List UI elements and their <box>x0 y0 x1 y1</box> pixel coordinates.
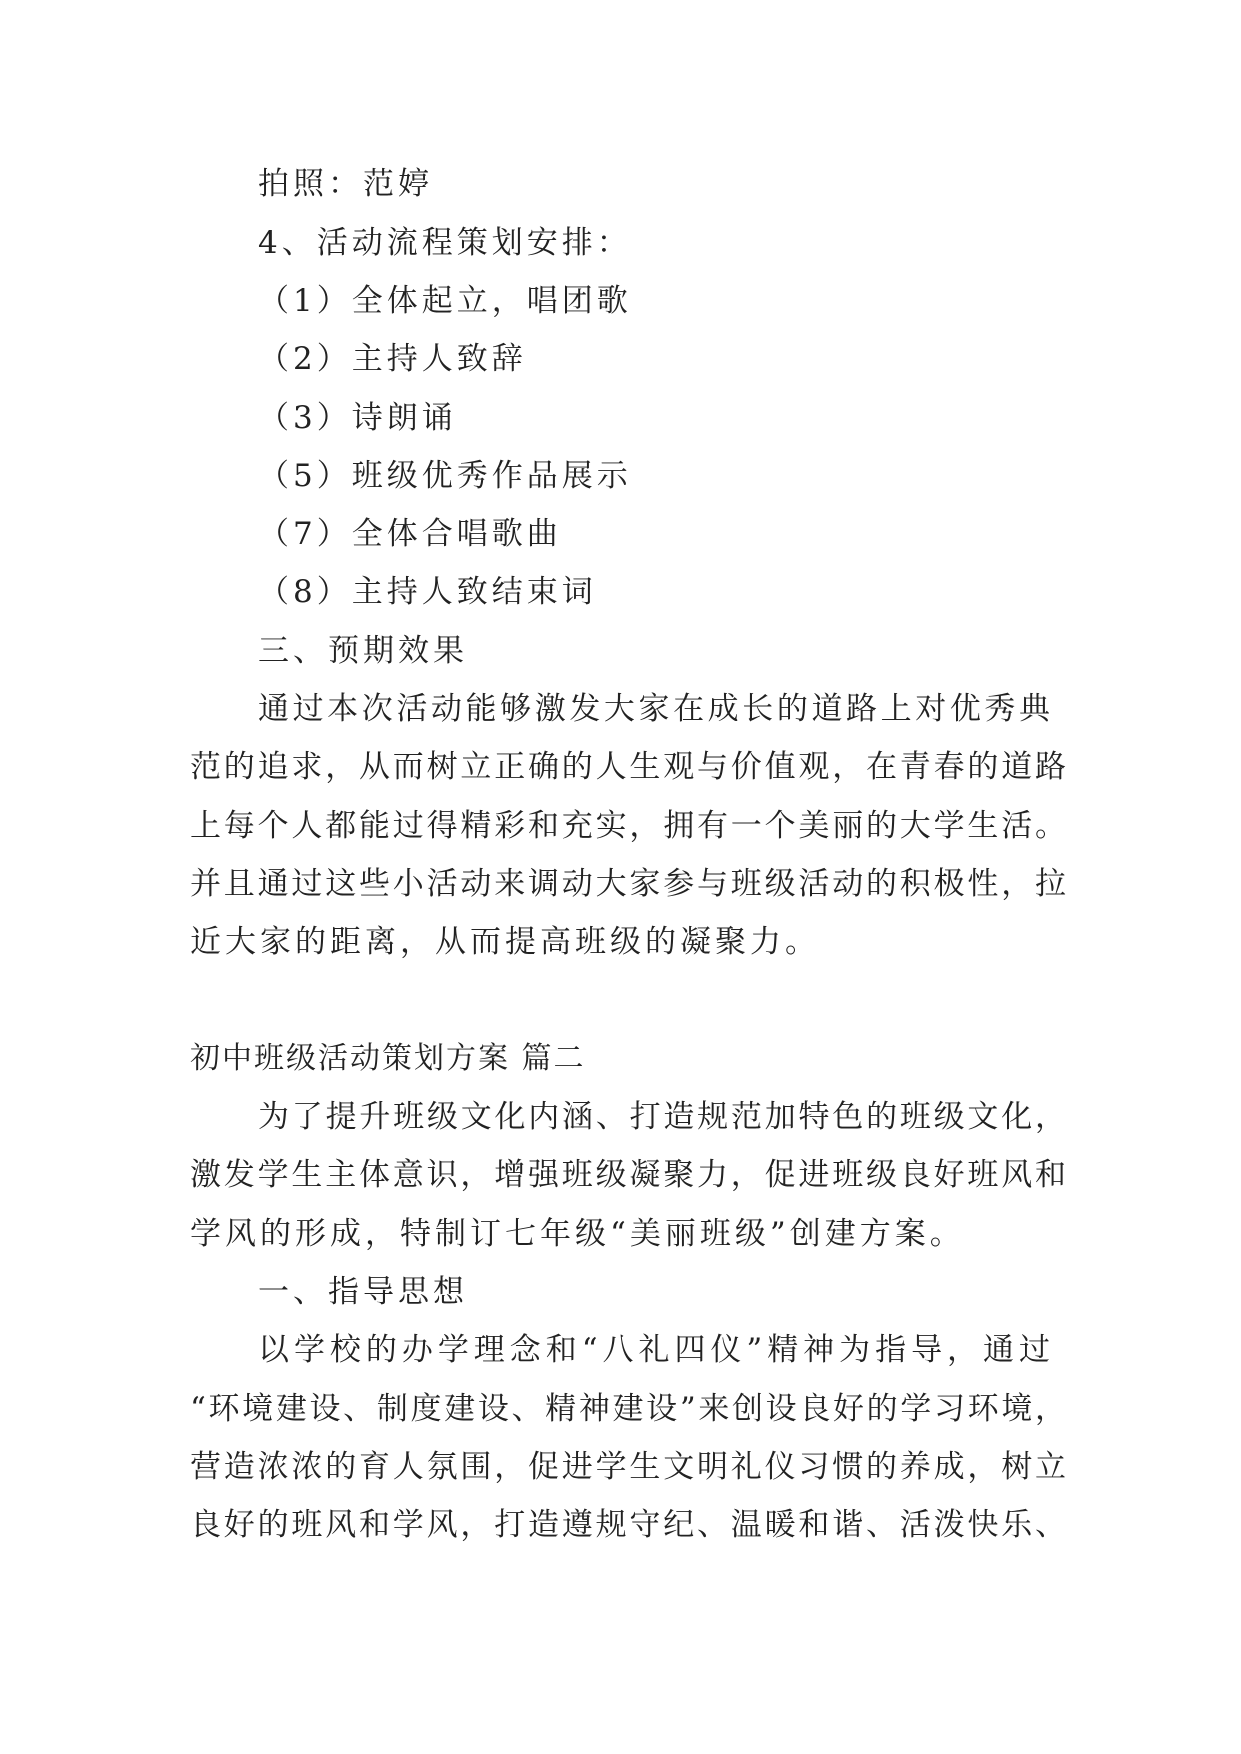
paragraph-line: 通过本次活动能够激发大家在成长的道路上对优秀典 <box>258 691 1050 727</box>
paragraph-line: 营造浓浓的育人氛围，促进学生文明礼仪习惯的养成，树立 <box>190 1449 1066 1485</box>
section-heading: 三、预期效果 <box>258 633 468 669</box>
text-line: 拍照：范婷 <box>258 166 433 202</box>
text-line: （1）全体起立，唱团歌 <box>258 283 632 319</box>
paragraph-line: 范的追求，从而树立正确的人生观与价值观，在青春的道路 <box>190 749 1066 785</box>
paragraph-line: 近大家的距离，从而提高班级的凝聚力。 <box>190 924 820 960</box>
text-line: （2）主持人致辞 <box>258 341 527 377</box>
paragraph-line: 良好的班风和学风，打造遵规守纪、温暖和谐、活泼快乐、 <box>190 1507 1066 1543</box>
paragraph-line: 激发学生主体意识，增强班级凝聚力，促进班级良好班风和 <box>190 1157 1066 1193</box>
section-heading: 一、指导思想 <box>258 1274 468 1310</box>
paragraph-line: 并且通过这些小活动来调动大家参与班级活动的积极性，拉 <box>190 866 1066 902</box>
article-title: 初中班级活动策划方案 篇二 <box>190 1041 586 1076</box>
text-line: 4、活动流程策划安排： <box>258 225 632 261</box>
text-line: （5）班级优秀作品展示 <box>258 458 632 494</box>
text-line: （7）全体合唱歌曲 <box>258 516 562 552</box>
paragraph-line: 上每个人都能过得精彩和充实，拥有一个美丽的大学生活。 <box>190 808 1066 844</box>
paragraph-line: 以学校的办学理念和“八礼四仪”精神为指导，通过 <box>258 1332 1050 1368</box>
paragraph-line: 为了提升班级文化内涵、打造规范加特色的班级文化， <box>258 1099 1066 1135</box>
text-line: （3）诗朗诵 <box>258 400 457 436</box>
paragraph-line: “环境建设、制度建设、精神建设”来创设良好的学习环境， <box>190 1391 1066 1427</box>
text-line: （8）主持人致结束词 <box>258 574 597 610</box>
paragraph-line: 学风的形成，特制订七年级“美丽班级”创建方案。 <box>190 1216 965 1252</box>
